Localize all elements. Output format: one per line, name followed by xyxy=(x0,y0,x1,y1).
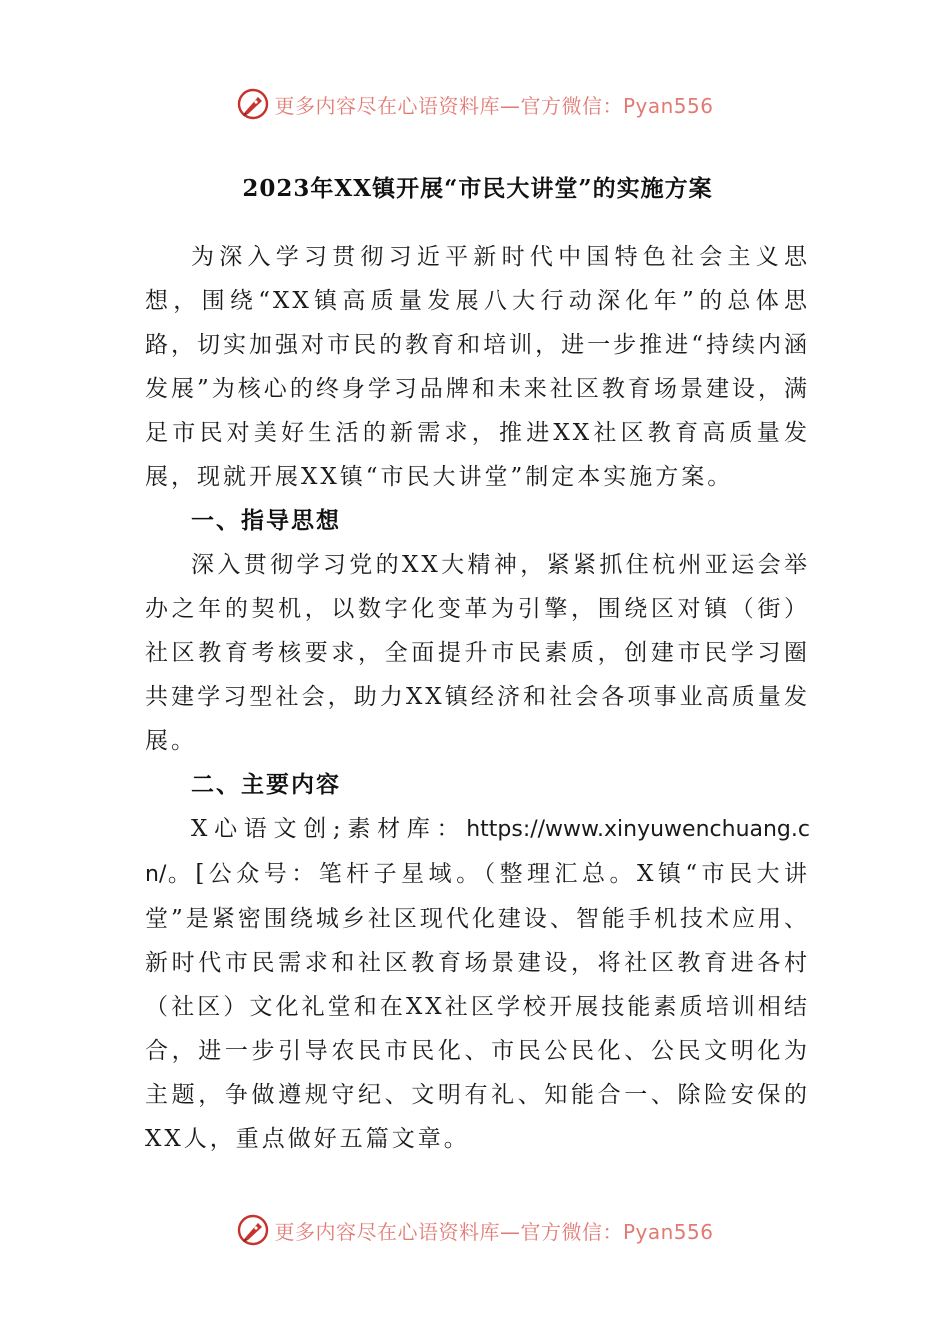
guiding-thought-paragraph: 深入贯彻学习党的XX大精神，紧紧抓住杭州亚运会举办之年的契机，以数字化变革为引擎，围绕区对镇（街）社区教育考核要求，全面提升市民素质，创建市民学习圈共建学习型社会，助力XX镇经济和社会各项事业高质量发展。 xyxy=(145,552,810,754)
section-heading-guiding-thought: 一、指导思想 xyxy=(191,507,341,534)
pen-nib-icon xyxy=(236,87,270,121)
footer-banner xyxy=(0,1208,950,1252)
main-content-paragraph xyxy=(145,807,810,1161)
main-content-prefix: X心语文创;素材库： xyxy=(191,816,467,842)
website-link[interactable]: https://www.xinyuwenchuang.cn/ xyxy=(145,817,810,887)
intro-paragraph: 为深入学习贯彻习近平新时代中国特色社会主义思想，围绕“XX镇高质量发展八大行动深化年”的总体思路，切实加强对市民的教育和培训，进一步推进“持续内涵发展”为核心的终身学习品牌和未来社区教育场景建设，满足市民对美好生活的新需求，推进XX社区教育高质量发展，现就开展XX镇“市民大讲堂”制定本实施方案。 xyxy=(145,244,810,490)
main-content-text: 。[公众号：笔杆子星域。（整理汇总。X镇“市民大讲堂”是紧密围绕城乡社区现代化建设、智能手机技术应用、新时代市民需求和社区教育场景建设，将社区教育进各村（社区）文化礼堂和在XX社区学校开展技能素质培训相结合，进一步引导农民市民化、市民公民化、公民文明化为主题，争做遵规守纪、文明有礼、知能合一、除险安保的XX人，重点做好五篇文章。 xyxy=(145,861,810,1152)
pen-nib-icon xyxy=(236,1213,270,1247)
document-title: 2023年XX镇开展“市民大讲堂”的实施方案 xyxy=(242,175,713,202)
header-banner xyxy=(0,82,950,126)
document-body xyxy=(145,170,810,1161)
banner-text: 更多内容尽在心语资料库—官方微信：Pyan556 xyxy=(274,1219,714,1244)
banner-text: 更多内容尽在心语资料库—官方微信：Pyan556 xyxy=(274,93,714,118)
section-heading-main-content: 二、主要内容 xyxy=(191,771,341,798)
